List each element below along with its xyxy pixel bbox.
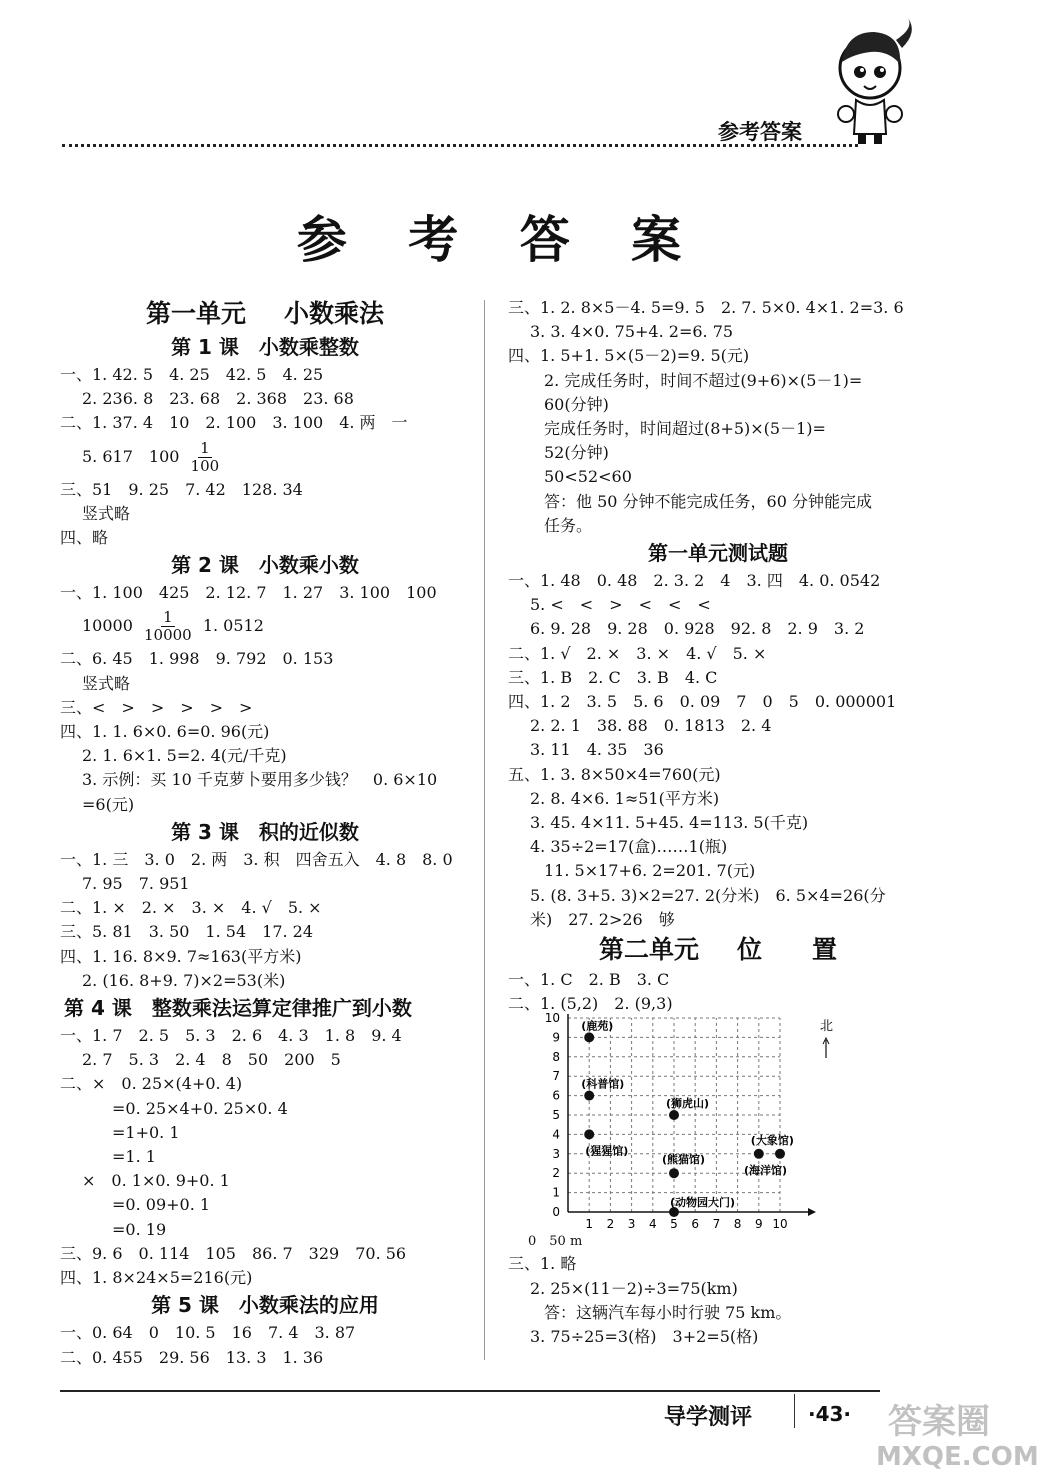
answer-line: 二、1. (5,2) 2. (9,3): [508, 994, 673, 1014]
y-tick-label: 8: [552, 1050, 560, 1065]
answer-line: 一、1. 48 0. 48 2. 3. 2 4 3. 四 4. 0. 0542: [508, 571, 881, 591]
x-tick-label: 9: [754, 1217, 763, 1232]
answer-line: 60(分钟): [544, 394, 609, 414]
answer-line: =0. 19: [112, 1219, 167, 1239]
column-divider: [484, 300, 485, 1360]
answer-line: =6(元): [82, 794, 135, 814]
answer-line: 3. 45. 4×11. 5+45. 4=113. 5(千克): [530, 813, 809, 833]
answer-line: 一、0. 64 0 10. 5 16 7. 4 3. 87: [60, 1323, 356, 1343]
mascot-illustration: [826, 10, 922, 150]
answer-line: 11. 5×17+6. 2=201. 7(元): [544, 861, 756, 881]
answer-line: 一、1. 7 2. 5 5. 3 2. 6 4. 3 1. 8 9. 4: [60, 1026, 402, 1046]
lesson-5-heading: 第 5 课 小数乘法的应用: [151, 1293, 379, 1318]
answer-line: 7. 95 7. 951: [82, 874, 190, 894]
answer-line: 四、1. 1. 6×0. 6=0. 96(元): [60, 722, 270, 742]
location-label: (鹿苑): [581, 1019, 614, 1033]
answer-line: 四、1. 16. 8×9. 7≈163(平方米): [60, 946, 302, 966]
answer-line: 米) 27. 2>26 够: [530, 909, 675, 929]
answer-line: 三、1. 略: [508, 1254, 577, 1274]
answer-line: 6. 9. 28 9. 28 0. 928 92. 8 2. 9 3. 2: [530, 619, 865, 639]
x-tick-label: 8: [733, 1217, 742, 1232]
answer-line: 四、略: [60, 528, 109, 548]
location-point: [584, 1033, 594, 1043]
answer-line: 5. (8. 3+5. 3)×2=27. 2(分米) 6. 5×4=26(分: [530, 885, 886, 905]
footer-separator: [794, 1394, 795, 1428]
lesson-3-heading: 第 3 课 积的近似数: [171, 819, 359, 844]
footer-brand: 导学测评: [664, 1405, 753, 1430]
location-point: [669, 1169, 679, 1179]
y-tick-label: 0: [552, 1205, 560, 1220]
answer-line: 三、1. B 2. C 3. B 4. C: [508, 667, 718, 687]
answer-line: 二、1. √ 2. × 3. × 4. √ 5. ×: [508, 643, 767, 663]
answer-line: 二、6. 45 1. 998 9. 792 0. 153: [60, 649, 334, 669]
answer-line: 2. 8. 4×6. 1≈51(平方米): [530, 788, 720, 808]
answer-line: 3. 3. 4×0. 75+4. 2=6. 75: [530, 322, 734, 342]
y-tick-label: 10: [544, 1011, 560, 1026]
answer-line-fraction: 5. 617 100 $\frac{1}{100}$: [82, 438, 220, 475]
grid-diagram: [508, 1011, 848, 1232]
x-tick-label: 10: [772, 1217, 788, 1232]
y-tick-label: 9: [552, 1030, 560, 1045]
answer-line: 52(分钟): [544, 443, 609, 463]
answer-line: 2. 1. 6×1. 5=2. 4(元/千克): [82, 746, 287, 766]
fraction: $\frac{1}{10000}$: [144, 608, 192, 645]
x-tick-label: 7: [712, 1217, 721, 1232]
location-point: [584, 1091, 594, 1101]
location-label: (大象馆): [750, 1134, 794, 1148]
x-tick-label: 2: [606, 1217, 615, 1232]
watermark-logo: 答案圈 MXQE.COM: [876, 1402, 1039, 1472]
unit-1-heading: 第一单元 小数乘法: [145, 299, 385, 328]
answer-line: =0. 09+0. 1: [112, 1195, 211, 1215]
y-tick-label: 3: [552, 1147, 560, 1162]
answer-line: 完成任务时，时间超过(8+5)×(5－1)=: [544, 419, 826, 439]
answer-line: 二、1. × 2. × 3. × 4. √ 5. ×: [60, 898, 322, 918]
location-point: [775, 1149, 785, 1159]
answer-line: =0. 25×4+0. 25×0. 4: [112, 1098, 288, 1118]
answer-line: 任务。: [544, 515, 593, 535]
answer-line: 竖式略: [82, 503, 131, 523]
answer-line: 三、9. 6 0. 114 105 86. 7 329 70. 56: [60, 1243, 407, 1263]
answer-line: 2. (16. 8+9. 7)×2=53(米): [82, 970, 286, 990]
unit-2-heading: 第二单元 位 置: [598, 935, 838, 965]
answer-line: 一、1. C 2. B 3. C: [508, 970, 670, 990]
answer-line: 5. < < > < < <: [530, 595, 711, 615]
answer-line: 3. 11 4. 35 36: [530, 740, 664, 760]
answer-line: 五、1. 3. 8×50×4=760(元): [508, 764, 721, 784]
footer-rule: [60, 1390, 880, 1392]
x-tick-label: 4: [648, 1217, 657, 1232]
answer-line: 一、1. 100 425 2. 12. 7 1. 27 3. 100 100: [60, 583, 437, 603]
right-column: [508, 296, 928, 1349]
answer-line: 50<52<60: [544, 467, 632, 487]
y-tick-label: 1: [552, 1186, 560, 1201]
answer-line: 三、5. 81 3. 50 1. 54 17. 24: [60, 922, 314, 942]
north-label: 北: [820, 1019, 834, 1035]
answer-line: 4. 35÷2=17(盒)……1(瓶): [530, 837, 728, 857]
answer-line: × 0. 1×0. 9+0. 1: [82, 1171, 230, 1191]
header-title: 参考答案: [718, 120, 802, 144]
location-label: (熊猫馆): [662, 1153, 706, 1167]
answer-line: 竖式略: [82, 673, 131, 693]
answer-line: 答：这辆汽车每小时行驶 75 km。: [544, 1302, 792, 1322]
answer-line: 三、51 9. 25 7. 42 128. 34: [60, 479, 303, 499]
answer-line: 3. 示例：买 10 千克萝卜要用多少钱？ 0. 6×10: [82, 770, 438, 790]
answer-line: =1. 1: [112, 1147, 156, 1167]
zoo-position-grid: [508, 1011, 928, 1232]
page-number: ·43·: [808, 1402, 852, 1426]
x-axis-arrow: [808, 1208, 816, 1216]
answer-line: 一、1. 三 3. 0 2. 两 3. 积 四舍五入 4. 8 8. 0: [60, 849, 453, 869]
location-label: (海洋馆): [744, 1164, 788, 1178]
location-label: (动物园大门): [670, 1196, 736, 1210]
x-tick-label: 5: [670, 1217, 678, 1232]
location-point: [669, 1110, 679, 1120]
answer-line: 2. 25×(11－2)÷3=75(km): [530, 1278, 738, 1298]
answer-line: 2. 2. 1 38. 88 0. 1813 2. 4: [530, 716, 772, 736]
lesson-4-heading: 第 4 课 整数乘法运算定律推广到小数: [64, 996, 412, 1021]
answer-line: 一、1. 42. 5 4. 25 42. 5 4. 25: [60, 365, 324, 384]
y-tick-label: 6: [552, 1089, 560, 1104]
fraction: $\frac{1}{100}$: [190, 438, 220, 475]
map-scale: 0 50 m: [528, 1234, 583, 1250]
location-point: [584, 1130, 594, 1140]
answer-line-fraction: 10000 $\frac{1}{10000}$ 1. 0512: [82, 608, 264, 645]
answer-line: 2. 完成任务时，时间不超过(9+6)×(5－1)=: [544, 370, 863, 390]
answer-line: 三、1. 2. 8×5－4. 5=9. 5 2. 7. 5×0. 4×1. 2=3. 6: [508, 298, 904, 317]
answer-line: 四、1. 2 3. 5 5. 6 0. 09 7 0 5 0. 000001: [508, 692, 897, 712]
answer-line: 2. 236. 8 23. 68 2. 368 23. 68: [82, 389, 354, 409]
x-tick-label: 1: [585, 1217, 594, 1232]
page-title: 参 考 答 案: [296, 211, 704, 269]
lesson-2-heading: 第 2 课 小数乘小数: [171, 553, 359, 578]
location-label: (科普馆): [581, 1078, 625, 1092]
x-tick-label: 3: [627, 1217, 636, 1232]
answer-line: =1+0. 1: [112, 1122, 180, 1142]
location-label: (猩猩馆): [585, 1144, 629, 1158]
answer-line: 二、× 0. 25×(4+0. 4): [60, 1074, 243, 1094]
x-tick-label: 6: [691, 1217, 700, 1232]
unit-1-test-heading: 第一单元测试题: [648, 541, 788, 566]
y-tick-label: 7: [552, 1069, 560, 1084]
answer-line: 三、< > > > > >: [60, 697, 253, 717]
location-point: [754, 1149, 764, 1159]
y-tick-label: 4: [552, 1127, 560, 1142]
header-divider: [62, 144, 858, 147]
y-tick-label: 2: [552, 1166, 560, 1181]
y-tick-label: 5: [552, 1108, 560, 1123]
answer-line: 3. 75÷25=3(格) 3+2=5(格): [530, 1327, 759, 1347]
lesson-1-heading: 第 1 课 小数乘整数: [171, 335, 359, 359]
answer-line: 2. 7 5. 3 2. 4 8 50 200 5: [82, 1050, 341, 1070]
answer-line: 四、1. 8×24×5=216(元): [60, 1268, 253, 1288]
answer-line: 二、1. 37. 4 10 2. 100 3. 100 4. 两 一: [60, 413, 408, 433]
location-label: (狮虎山): [666, 1097, 710, 1111]
answer-line: 四、1. 5+1. 5×(5－2)=9. 5(元): [508, 346, 750, 366]
answer-line: 二、0. 455 29. 56 13. 3 1. 36: [60, 1347, 324, 1367]
left-column: [60, 296, 470, 1370]
answer-line: 答：他 50 分钟不能完成任务，60 分钟能完成: [544, 491, 872, 511]
